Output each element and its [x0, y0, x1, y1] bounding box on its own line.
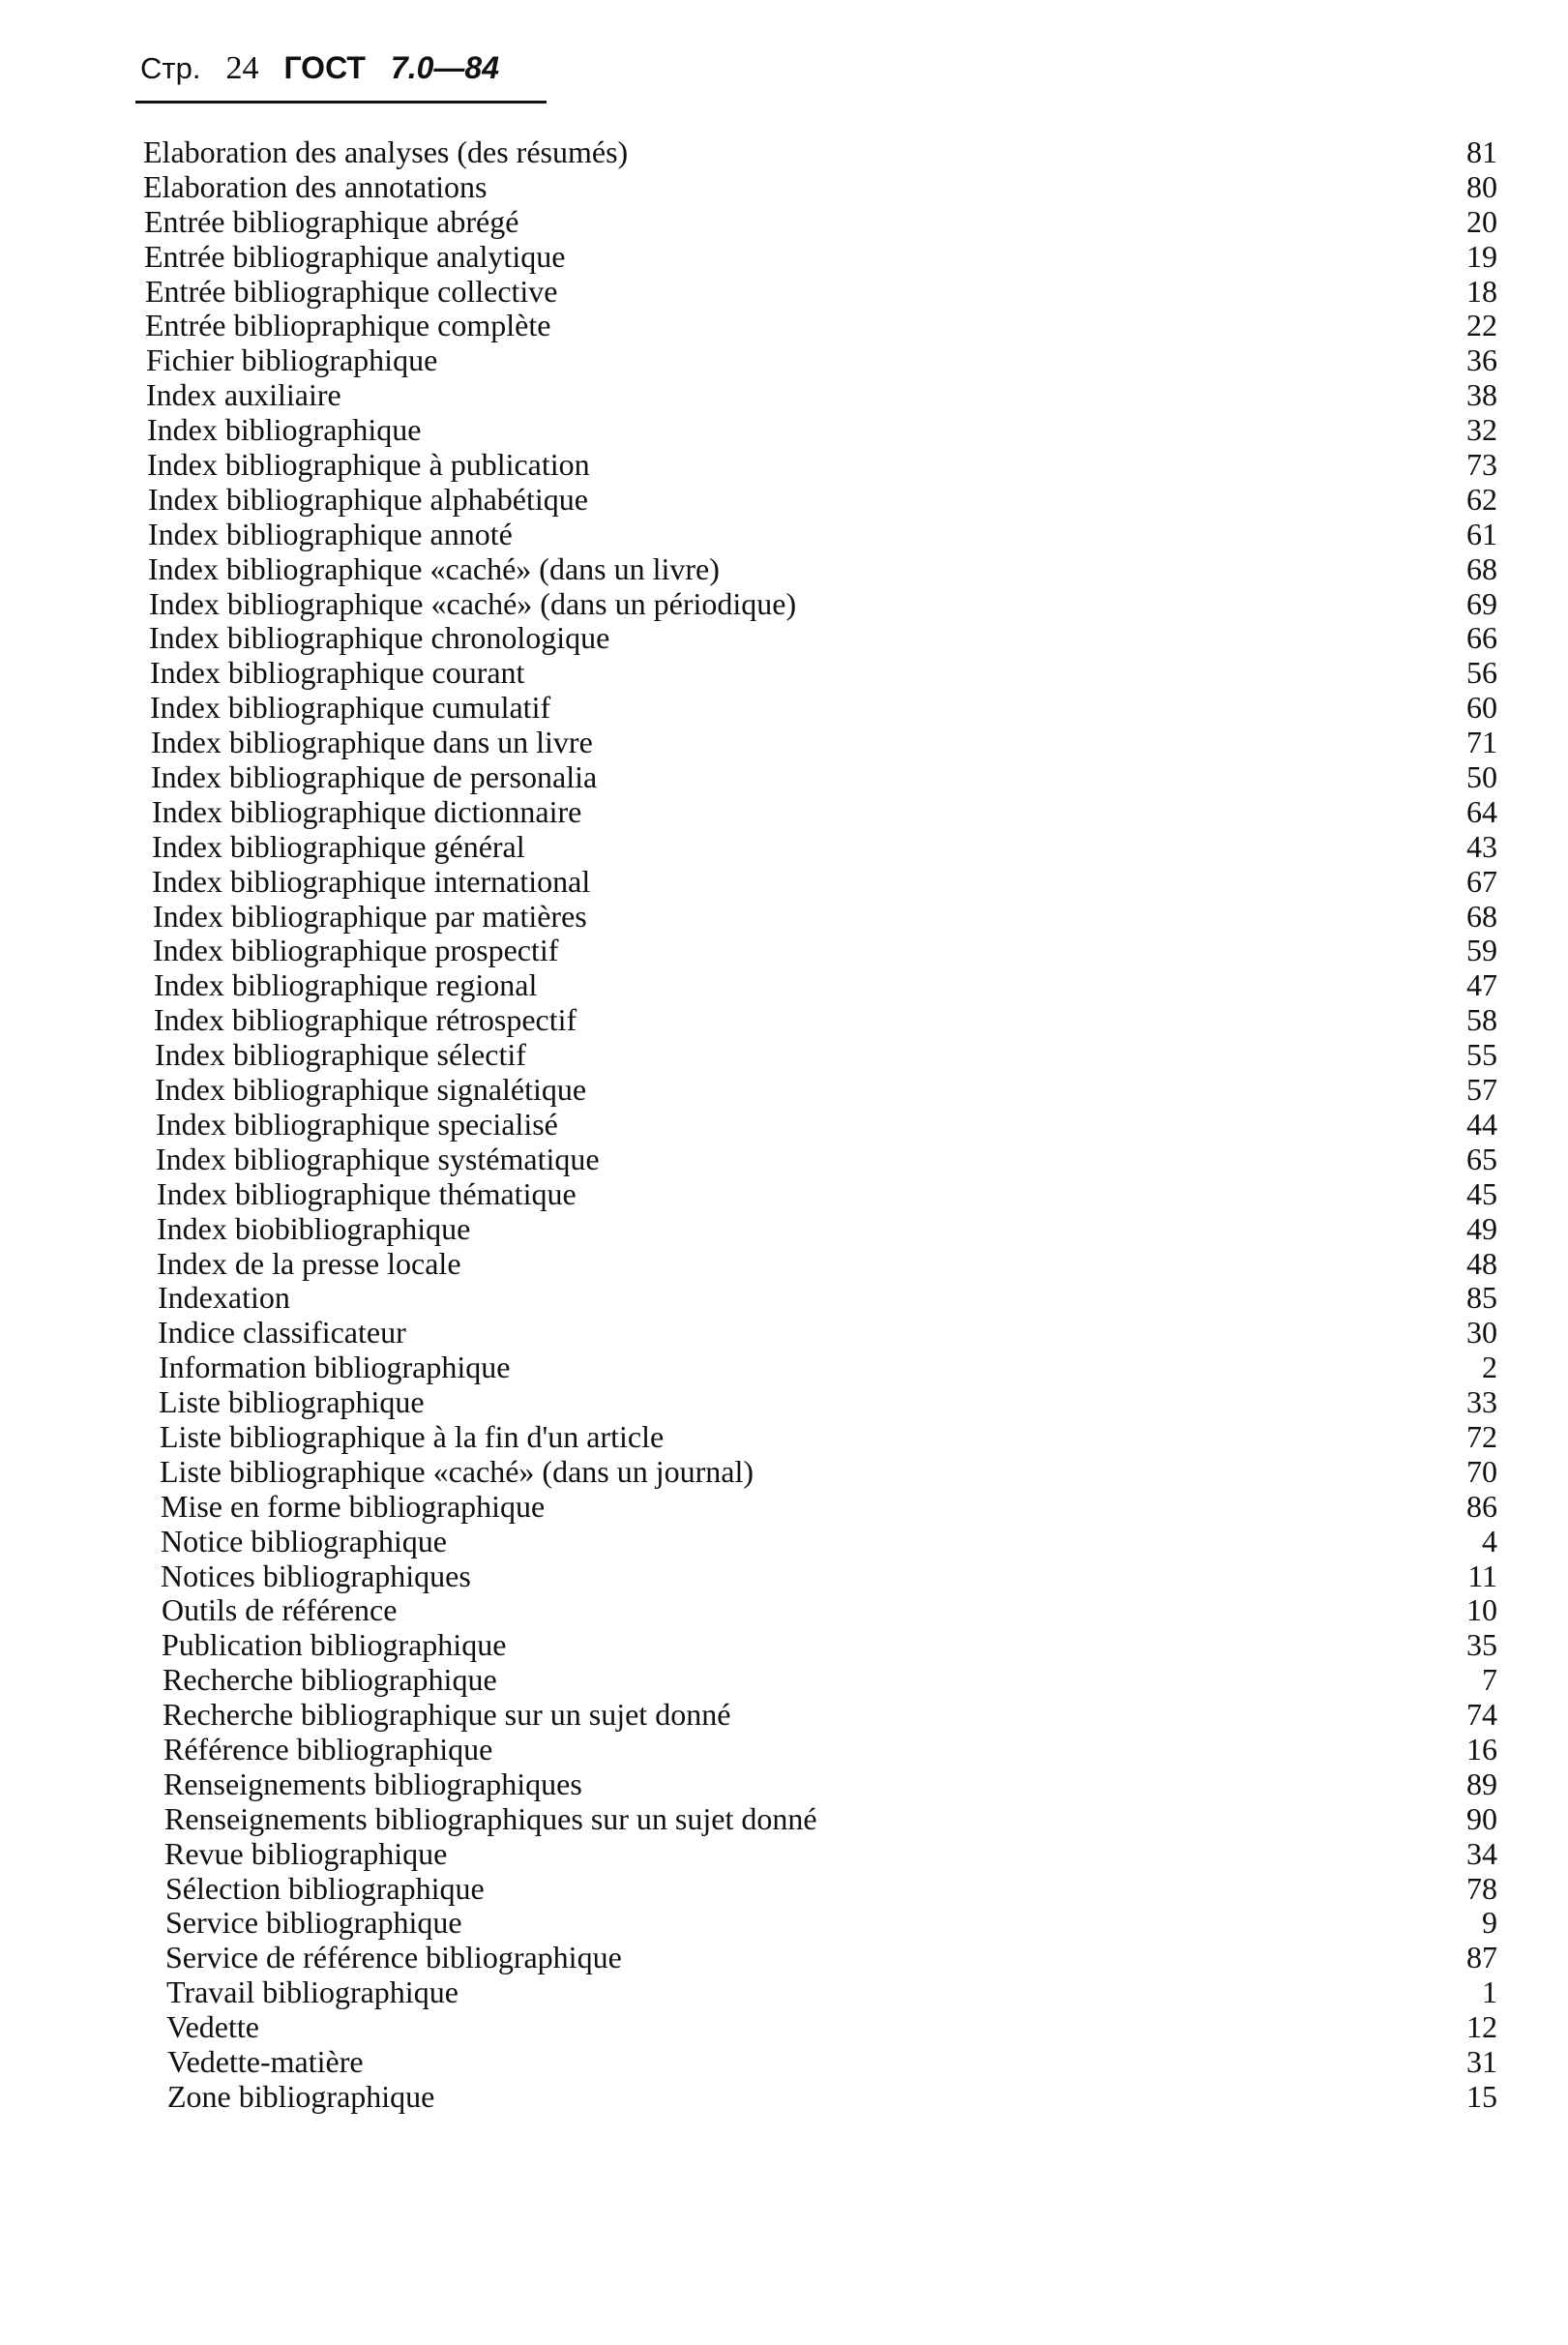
standard-label: ГОСТ: [283, 50, 366, 85]
index-term: Entrée bibliographique abrégé: [144, 203, 519, 239]
index-term: Index auxiliaire: [146, 377, 341, 413]
index-entry: [153, 900, 1497, 935]
index-entry: [159, 1351, 1497, 1385]
index-term: Elaboration des annotations: [143, 168, 488, 204]
index-entry: [166, 2010, 1497, 2045]
index-number: 1: [1482, 1974, 1497, 2010]
index-term: Liste bibliographique à la fin d'un article: [160, 1418, 665, 1454]
index-term: Publication bibliographique: [162, 1627, 507, 1663]
index-term: Index bibliographique par matières: [153, 898, 587, 934]
index-entry: [157, 1212, 1497, 1247]
index-term: Index bibliographique prospectif: [153, 933, 559, 968]
index-entry: [160, 1455, 1497, 1490]
index-entry: [149, 587, 1497, 622]
index-term: Index bibliographique international: [152, 863, 591, 899]
index-entry: [143, 170, 1497, 205]
index-entry: [148, 518, 1497, 552]
index-number: 19: [1466, 238, 1497, 274]
index-term: Index de la presse locale: [157, 1245, 461, 1281]
index-term: Référence bibliographique: [163, 1731, 493, 1766]
index-term: Mise en forme bibliographique: [161, 1488, 546, 1524]
index-number: 49: [1466, 1210, 1497, 1246]
index-entry: [152, 795, 1497, 830]
index-term: Index bibliographique alphabétique: [148, 481, 588, 517]
index-number: 67: [1466, 863, 1497, 899]
index-number: 81: [1466, 134, 1497, 169]
index-number: 18: [1466, 273, 1497, 309]
index-number: 38: [1466, 377, 1497, 413]
index-number: 35: [1466, 1627, 1497, 1663]
index-entry: [165, 1872, 1497, 1907]
index-term: Sélection bibliographique: [165, 1870, 485, 1906]
index-number: 34: [1466, 1835, 1497, 1871]
index-entry: [158, 1281, 1497, 1316]
index-term: Renseignements bibliographiques: [163, 1766, 582, 1801]
index-entry: [155, 1038, 1497, 1073]
index-term: Index bibliographique «caché» (dans un livre): [148, 550, 720, 586]
index-number: 12: [1466, 2009, 1497, 2045]
index-entry: [154, 1003, 1497, 1038]
index-entry: [163, 1767, 1497, 1802]
page-header: [140, 48, 499, 88]
index-number: 47: [1466, 967, 1497, 1003]
index-number: 78: [1466, 1870, 1497, 1906]
index-entry: [150, 656, 1497, 691]
index-term: Index biobibliographique: [157, 1210, 471, 1246]
index-term: Elaboration des analyses (des résumés): [143, 134, 629, 169]
index-term: Index bibliographique dans un livre: [151, 725, 593, 760]
index-number: 61: [1466, 516, 1497, 551]
index-term: Index bibliographique signalétique: [155, 1072, 587, 1108]
index-number: 60: [1466, 690, 1497, 726]
index-number: 89: [1466, 1766, 1497, 1801]
index-number: 43: [1466, 828, 1497, 864]
index-term: Notices bibliographiques: [161, 1558, 471, 1593]
index-number: 10: [1466, 1592, 1497, 1628]
index-entry: [167, 2080, 1497, 2115]
index-term: Service bibliographique: [165, 1905, 462, 1941]
index-term: Liste bibliographique «caché» (dans un journal): [160, 1453, 754, 1489]
index-number: 48: [1466, 1245, 1497, 1281]
index-term: Fichier bibliographique: [146, 342, 438, 378]
index-number: 80: [1466, 168, 1497, 204]
index-term: Travail bibliographique: [166, 1974, 459, 2010]
index-number: 11: [1467, 1558, 1497, 1593]
index-entry: [163, 1733, 1497, 1767]
index-number: 74: [1466, 1697, 1497, 1733]
index-term: Vedette: [166, 2009, 259, 2045]
index-number: 15: [1466, 2078, 1497, 2114]
index-term: Vedette-matière: [167, 2043, 364, 2079]
index-number: 16: [1466, 1731, 1497, 1766]
index-number: 85: [1466, 1280, 1497, 1316]
index-entry: [157, 1177, 1497, 1212]
index-number: 30: [1466, 1315, 1497, 1351]
index-entry: [151, 726, 1497, 760]
index-number: 57: [1466, 1072, 1497, 1108]
index-number: 68: [1466, 550, 1497, 586]
index-entry: [147, 448, 1497, 483]
index-number: 7: [1482, 1662, 1497, 1698]
index-term: Zone bibliographique: [167, 2078, 435, 2114]
index-term: Entrée bibliographique analytique: [144, 238, 566, 274]
index-number: 69: [1466, 585, 1497, 621]
index-entry: [162, 1628, 1497, 1663]
index-number: 4: [1482, 1523, 1497, 1558]
index-entry: [145, 309, 1497, 343]
index-entry: [166, 1975, 1497, 2010]
index-number: 31: [1466, 2043, 1497, 2079]
index-number: 70: [1466, 1453, 1497, 1489]
index-entry: [162, 1593, 1497, 1628]
index-entry: [164, 1837, 1497, 1872]
index-term: Indexation: [158, 1280, 290, 1316]
index-entry: [145, 275, 1497, 310]
standard-number: 7.0—84: [390, 50, 499, 85]
index-number: 86: [1466, 1488, 1497, 1524]
index-entry: [158, 1316, 1497, 1351]
index-term: Index bibliographique chronologique: [149, 620, 610, 656]
index-term: Entrée bibliopraphique complète: [145, 308, 551, 343]
index-number: 22: [1466, 308, 1497, 343]
term-index-list: [143, 135, 1497, 2115]
index-term: Indice classificateur: [158, 1315, 406, 1351]
index-term: Index bibliographique courant: [150, 655, 525, 691]
index-term: Entrée bibliographique collective: [145, 273, 558, 309]
index-entry: [163, 1663, 1497, 1698]
index-number: 68: [1466, 898, 1497, 934]
page-prefix: Стр.: [140, 51, 201, 85]
index-entry: [150, 691, 1497, 726]
index-entry: [143, 135, 1497, 170]
index-term: Index bibliographique: [147, 412, 422, 448]
index-entry: [167, 2045, 1497, 2080]
index-entry: [153, 934, 1497, 968]
index-entry: [147, 413, 1497, 448]
index-number: 73: [1466, 447, 1497, 483]
index-entry: [144, 205, 1497, 240]
index-term: Index bibliographique général: [152, 828, 525, 864]
index-entry: [159, 1385, 1497, 1420]
index-number: 59: [1466, 933, 1497, 968]
index-term: Recherche bibliographique sur un sujet donné: [163, 1697, 731, 1733]
index-entry: [165, 1941, 1497, 1975]
index-entry: [160, 1420, 1497, 1455]
index-term: Index bibliographique regional: [154, 967, 538, 1003]
index-term: Renseignements bibliographiques sur un sujet donné: [164, 1800, 817, 1836]
index-entry: [154, 968, 1497, 1003]
index-number: 9: [1482, 1905, 1497, 1941]
index-entry: [155, 1073, 1497, 1108]
index-number: 20: [1466, 203, 1497, 239]
index-number: 64: [1466, 793, 1497, 829]
index-term: Revue bibliographique: [164, 1835, 448, 1871]
index-entry: [156, 1108, 1497, 1143]
index-entry: [152, 830, 1497, 865]
index-number: 58: [1466, 1002, 1497, 1038]
index-entry: [165, 1906, 1497, 1941]
index-entry: [146, 343, 1497, 378]
index-term: Notice bibliographique: [161, 1523, 447, 1558]
index-number: 72: [1466, 1418, 1497, 1454]
index-number: 45: [1466, 1175, 1497, 1211]
index-number: 55: [1466, 1037, 1497, 1073]
index-entry: [152, 865, 1497, 900]
index-term: Service de référence bibliographique: [165, 1940, 622, 1975]
index-number: 62: [1466, 481, 1497, 517]
index-term: Information bibliographique: [159, 1350, 511, 1385]
index-number: 36: [1466, 342, 1497, 378]
index-number: 2: [1482, 1350, 1497, 1385]
header-rule: [135, 101, 547, 104]
index-term: Recherche bibliographique: [163, 1662, 497, 1698]
index-number: 32: [1466, 412, 1497, 448]
index-entry: [146, 378, 1497, 413]
index-number: 87: [1466, 1940, 1497, 1975]
index-entry: [148, 483, 1497, 518]
index-term: Index bibliographique sélectif: [155, 1037, 526, 1073]
index-entry: [148, 552, 1497, 587]
index-number: 71: [1466, 725, 1497, 760]
index-term: Liste bibliographique: [159, 1384, 425, 1420]
index-entry: [157, 1247, 1497, 1282]
index-number: 56: [1466, 655, 1497, 691]
index-entry: [149, 621, 1497, 656]
index-number: 90: [1466, 1800, 1497, 1836]
index-term: Index bibliographique cumulatif: [150, 690, 551, 726]
index-term: Index bibliographique de personalia: [151, 759, 598, 795]
index-term: Index bibliographique «caché» (dans un périodique): [149, 585, 797, 621]
index-entry: [156, 1143, 1497, 1177]
index-entry: [161, 1490, 1497, 1525]
index-term: Index bibliographique systématique: [156, 1141, 600, 1176]
index-entry: [161, 1525, 1497, 1559]
index-term: Index bibliographique à publication: [147, 447, 590, 483]
index-number: 33: [1466, 1384, 1497, 1420]
index-number: 50: [1466, 759, 1497, 795]
index-entry: [161, 1559, 1497, 1594]
index-term: Outils de référence: [162, 1592, 398, 1628]
index-entry: [163, 1698, 1497, 1733]
index-number: 44: [1466, 1106, 1497, 1142]
index-entry: [144, 240, 1497, 275]
index-term: Index bibliographique thématique: [157, 1175, 577, 1211]
index-number: 65: [1466, 1141, 1497, 1176]
index-term: Index bibliographique dictionnaire: [152, 793, 582, 829]
index-term: Index bibliographique rétrospectif: [154, 1002, 577, 1038]
page-number: 24: [225, 50, 259, 86]
index-entry: [164, 1802, 1497, 1837]
index-term: Index bibliographique annoté: [148, 516, 513, 551]
index-number: 66: [1466, 620, 1497, 656]
index-term: Index bibliographique specialisé: [156, 1106, 558, 1142]
index-entry: [151, 760, 1497, 795]
